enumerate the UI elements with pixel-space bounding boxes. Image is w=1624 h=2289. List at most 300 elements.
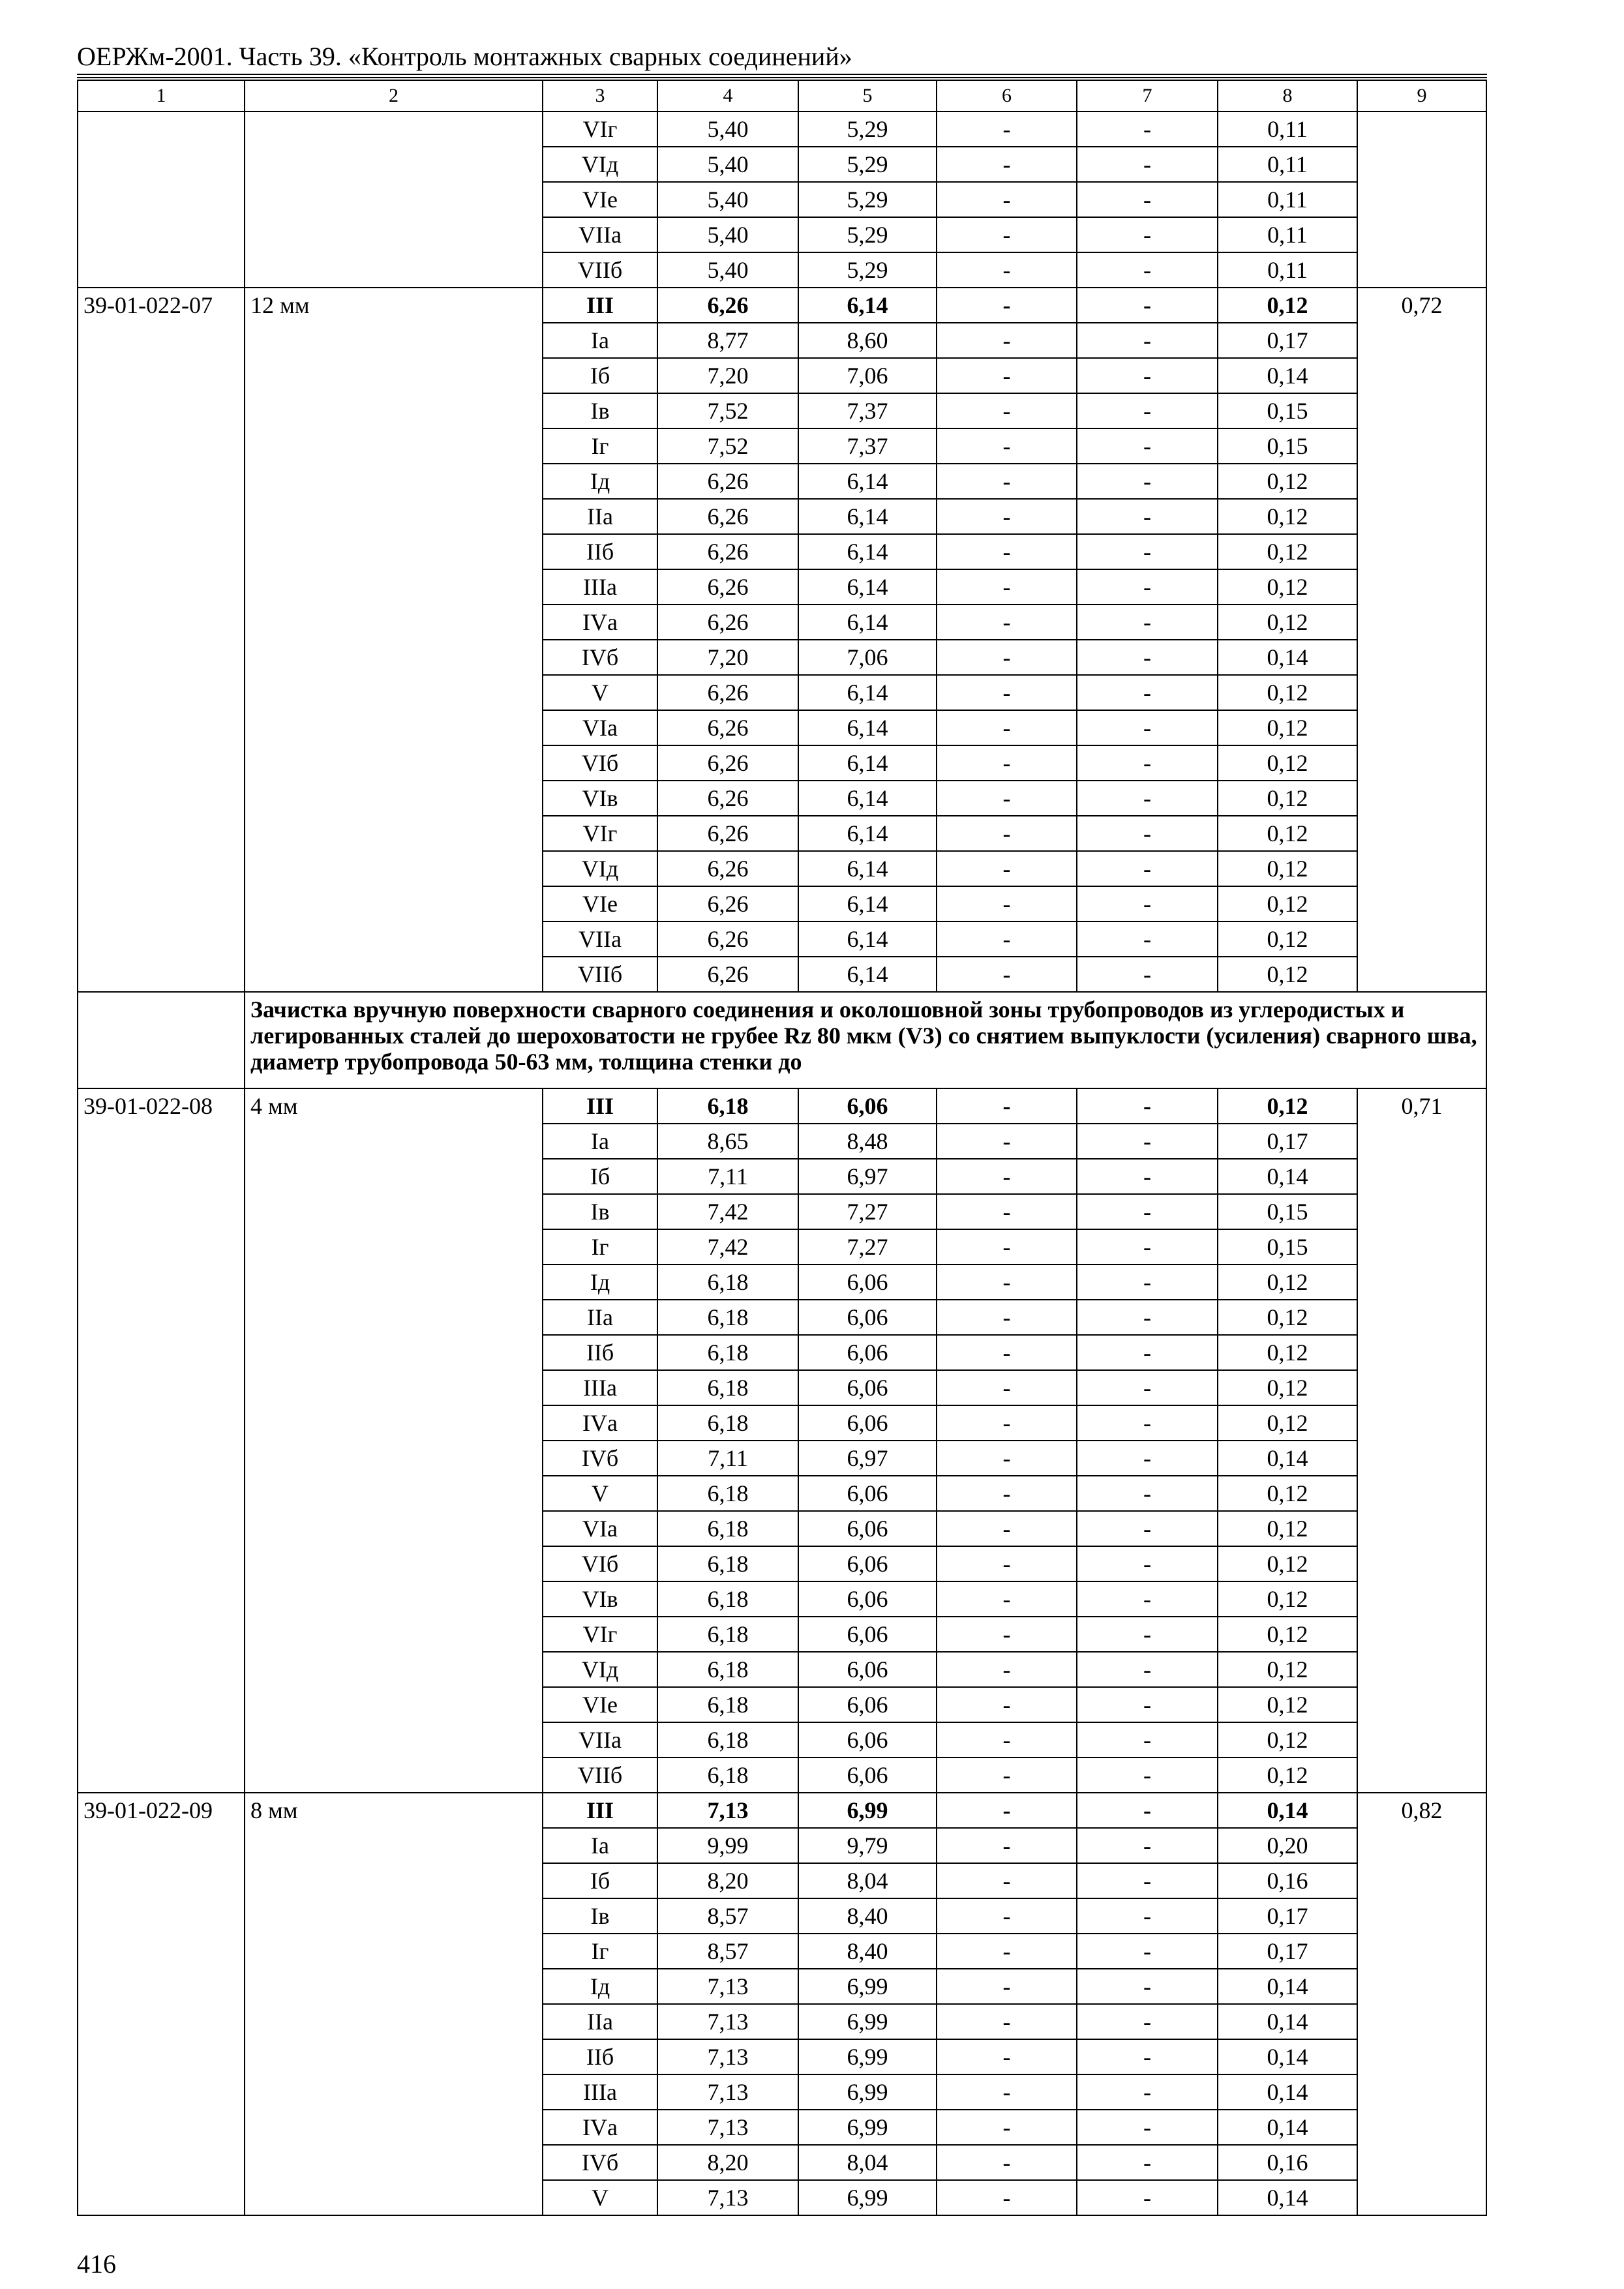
- machine-cost: -: [937, 1511, 1077, 1546]
- materials-cost: 0,14: [1218, 2110, 1357, 2145]
- total-cost: 7,13: [657, 2110, 798, 2145]
- total-cost: 6,18: [657, 1581, 798, 1617]
- header-rule: [77, 74, 1487, 75]
- machinist-wages: -: [1077, 816, 1218, 851]
- machinist-wages: -: [1077, 745, 1218, 781]
- total-cost: 6,18: [657, 1758, 798, 1793]
- machinist-wages: -: [1077, 1229, 1218, 1264]
- quality-group: VIд: [543, 851, 657, 886]
- wages: 6,14: [798, 851, 937, 886]
- wages: 6,14: [798, 886, 937, 921]
- materials-cost: 0,15: [1218, 1194, 1357, 1229]
- total-cost: 7,11: [657, 1441, 798, 1476]
- wages: 5,29: [798, 217, 937, 252]
- total-cost: 6,18: [657, 1617, 798, 1652]
- quality-group: VIIб: [543, 1758, 657, 1793]
- materials-cost: 0,15: [1218, 428, 1357, 464]
- wages: 7,37: [798, 428, 937, 464]
- wages: 6,14: [798, 605, 937, 640]
- wages: 6,14: [798, 675, 937, 710]
- norm-code: 39-01-022-09: [78, 1793, 245, 2215]
- norm-code: 39-01-022-07: [78, 288, 245, 992]
- wages: 9,79: [798, 1828, 937, 1863]
- wages: 6,06: [798, 1264, 937, 1300]
- quality-group: Iд: [543, 464, 657, 499]
- machine-cost: -: [937, 112, 1077, 147]
- wages: 6,99: [798, 1793, 937, 1828]
- machine-cost: -: [937, 2074, 1077, 2110]
- materials-cost: 0,14: [1218, 2004, 1357, 2039]
- machine-cost: -: [937, 1687, 1077, 1722]
- machine-cost: -: [937, 428, 1077, 464]
- machinist-wages: -: [1077, 1934, 1218, 1969]
- materials-cost: 0,12: [1218, 1617, 1357, 1652]
- machine-cost: -: [937, 710, 1077, 745]
- materials-cost: 0,12: [1218, 781, 1357, 816]
- wages: 6,06: [798, 1405, 937, 1441]
- machine-cost: -: [937, 569, 1077, 605]
- machine-cost: -: [937, 1405, 1077, 1441]
- total-cost: 7,42: [657, 1194, 798, 1229]
- machine-cost: -: [937, 2004, 1077, 2039]
- wages: 7,27: [798, 1229, 937, 1264]
- quality-group: IIIа: [543, 1370, 657, 1405]
- materials-cost: 0,16: [1218, 2145, 1357, 2180]
- total-cost: 7,52: [657, 428, 798, 464]
- machinist-wages: -: [1077, 147, 1218, 182]
- wages: 6,06: [798, 1652, 937, 1687]
- machine-cost: -: [937, 1476, 1077, 1511]
- machinist-wages: -: [1077, 1511, 1218, 1546]
- total-cost: 5,40: [657, 217, 798, 252]
- quality-group: VIе: [543, 182, 657, 217]
- machine-cost: -: [937, 781, 1077, 816]
- machine-cost: -: [937, 1828, 1077, 1863]
- materials-cost: 0,12: [1218, 534, 1357, 569]
- machinist-wages: -: [1077, 2074, 1218, 2110]
- materials-cost: 0,17: [1218, 1124, 1357, 1159]
- machinist-wages: -: [1077, 886, 1218, 921]
- wages: 5,29: [798, 112, 937, 147]
- machinist-wages: -: [1077, 1124, 1218, 1159]
- materials-cost: 0,15: [1218, 393, 1357, 428]
- materials-cost: 0,11: [1218, 147, 1357, 182]
- machine-cost: -: [937, 252, 1077, 288]
- quality-group: VIб: [543, 745, 657, 781]
- total-cost: 6,18: [657, 1722, 798, 1758]
- total-cost: 6,26: [657, 710, 798, 745]
- wages: 6,06: [798, 1546, 937, 1581]
- total-cost: 6,18: [657, 1405, 798, 1441]
- machinist-wages: -: [1077, 1652, 1218, 1687]
- section-heading-row: [78, 992, 1486, 1088]
- quality-group: IVб: [543, 2145, 657, 2180]
- machinist-wages: -: [1077, 1159, 1218, 1194]
- wages: 6,06: [798, 1581, 937, 1617]
- machine-cost: -: [937, 1159, 1077, 1194]
- total-cost: 6,26: [657, 534, 798, 569]
- quality-group: V: [543, 2180, 657, 2215]
- wages: 6,06: [798, 1370, 937, 1405]
- labor-hours: 0,71: [1357, 1088, 1486, 1793]
- machinist-wages: -: [1077, 2145, 1218, 2180]
- norms-table-body: [78, 80, 1486, 2215]
- table-row: [78, 1793, 1486, 1828]
- quality-group: Iд: [543, 1264, 657, 1300]
- wall-thickness: [245, 112, 543, 288]
- wages: 6,99: [798, 1969, 937, 2004]
- wages: 8,40: [798, 1934, 937, 1969]
- machinist-wages: -: [1077, 781, 1218, 816]
- wages: 8,04: [798, 2145, 937, 2180]
- wages: 7,06: [798, 358, 937, 393]
- wages: 6,06: [798, 1335, 937, 1370]
- machine-cost: -: [937, 1335, 1077, 1370]
- machinist-wages: -: [1077, 534, 1218, 569]
- machinist-wages: -: [1077, 1581, 1218, 1617]
- machine-cost: -: [937, 288, 1077, 323]
- machine-cost: -: [937, 1934, 1077, 1969]
- quality-group: IIIа: [543, 569, 657, 605]
- total-cost: 6,26: [657, 464, 798, 499]
- machinist-wages: -: [1077, 1405, 1218, 1441]
- materials-cost: 0,12: [1218, 499, 1357, 534]
- quality-group: IIа: [543, 1300, 657, 1335]
- quality-group: IVб: [543, 640, 657, 675]
- quality-group: VIа: [543, 710, 657, 745]
- machinist-wages: -: [1077, 1793, 1218, 1828]
- quality-group: VIа: [543, 1511, 657, 1546]
- quality-group: Iб: [543, 1863, 657, 1898]
- total-cost: 8,57: [657, 1934, 798, 1969]
- materials-cost: 0,12: [1218, 1264, 1357, 1300]
- machinist-wages: -: [1077, 1370, 1218, 1405]
- machine-cost: -: [937, 1088, 1077, 1124]
- page-number: 416: [77, 2249, 116, 2279]
- materials-cost: 0,15: [1218, 1229, 1357, 1264]
- wages: 6,99: [798, 2110, 937, 2145]
- wages: 6,99: [798, 2074, 937, 2110]
- total-cost: 6,18: [657, 1652, 798, 1687]
- materials-cost: 0,12: [1218, 1335, 1357, 1370]
- quality-group: IIIа: [543, 2074, 657, 2110]
- norm-code: 39-01-022-08: [78, 1088, 245, 1793]
- quality-group: IIб: [543, 1335, 657, 1370]
- materials-cost: 0,12: [1218, 569, 1357, 605]
- wages: 8,60: [798, 323, 937, 358]
- machine-cost: -: [937, 1969, 1077, 2004]
- machinist-wages: -: [1077, 1300, 1218, 1335]
- materials-cost: 0,14: [1218, 1969, 1357, 2004]
- wages: 6,99: [798, 2180, 937, 2215]
- quality-group: V: [543, 675, 657, 710]
- materials-cost: 0,12: [1218, 1370, 1357, 1405]
- quality-group: VIд: [543, 147, 657, 182]
- machine-cost: -: [937, 745, 1077, 781]
- quality-group: VIг: [543, 1617, 657, 1652]
- total-cost: 8,57: [657, 1898, 798, 1934]
- column-number: 2: [245, 80, 543, 112]
- materials-cost: 0,12: [1218, 1088, 1357, 1124]
- machinist-wages: -: [1077, 1687, 1218, 1722]
- materials-cost: 0,12: [1218, 1581, 1357, 1617]
- machinist-wages: -: [1077, 2004, 1218, 2039]
- total-cost: 6,26: [657, 781, 798, 816]
- column-number: 5: [798, 80, 937, 112]
- total-cost: 8,77: [657, 323, 798, 358]
- materials-cost: 0,12: [1218, 1300, 1357, 1335]
- wages: 6,06: [798, 1088, 937, 1124]
- wages: 6,97: [798, 1441, 937, 1476]
- wages: 6,14: [798, 781, 937, 816]
- total-cost: 6,26: [657, 288, 798, 323]
- machinist-wages: -: [1077, 112, 1218, 147]
- machinist-wages: -: [1077, 217, 1218, 252]
- quality-group: VIIа: [543, 921, 657, 957]
- quality-group: III: [543, 1793, 657, 1828]
- quality-group: Iб: [543, 1159, 657, 1194]
- column-number: 6: [937, 80, 1077, 112]
- machinist-wages: -: [1077, 393, 1218, 428]
- norms-table: [77, 80, 1487, 2216]
- machine-cost: -: [937, 182, 1077, 217]
- materials-cost: 0,14: [1218, 2039, 1357, 2074]
- materials-cost: 0,11: [1218, 252, 1357, 288]
- wages: 6,99: [798, 2004, 937, 2039]
- materials-cost: 0,12: [1218, 1722, 1357, 1758]
- total-cost: 6,26: [657, 816, 798, 851]
- machine-cost: -: [937, 2039, 1077, 2074]
- total-cost: 6,18: [657, 1546, 798, 1581]
- machinist-wages: -: [1077, 921, 1218, 957]
- wages: 6,14: [798, 288, 937, 323]
- total-cost: 8,20: [657, 1863, 798, 1898]
- labor-hours: [1357, 112, 1486, 288]
- total-cost: 7,13: [657, 2004, 798, 2039]
- quality-group: IVа: [543, 2110, 657, 2145]
- wall-thickness: 4 мм: [245, 1088, 543, 1793]
- quality-group: Iд: [543, 1969, 657, 2004]
- quality-group: IIа: [543, 2004, 657, 2039]
- wages: 6,06: [798, 1617, 937, 1652]
- machine-cost: -: [937, 1863, 1077, 1898]
- materials-cost: 0,14: [1218, 1159, 1357, 1194]
- materials-cost: 0,12: [1218, 605, 1357, 640]
- quality-group: VIв: [543, 1581, 657, 1617]
- quality-group: III: [543, 1088, 657, 1124]
- machine-cost: -: [937, 1758, 1077, 1793]
- total-cost: 6,26: [657, 957, 798, 992]
- machine-cost: -: [937, 1229, 1077, 1264]
- quality-group: Iг: [543, 1934, 657, 1969]
- machinist-wages: -: [1077, 1264, 1218, 1300]
- machinist-wages: -: [1077, 1441, 1218, 1476]
- quality-group: VIе: [543, 886, 657, 921]
- materials-cost: 0,12: [1218, 1546, 1357, 1581]
- machine-cost: -: [937, 851, 1077, 886]
- total-cost: 7,13: [657, 2180, 798, 2215]
- total-cost: 6,18: [657, 1687, 798, 1722]
- total-cost: 6,18: [657, 1511, 798, 1546]
- machine-cost: -: [937, 499, 1077, 534]
- machinist-wages: -: [1077, 2039, 1218, 2074]
- quality-group: VIв: [543, 781, 657, 816]
- quality-group: Iа: [543, 1124, 657, 1159]
- table-row: [78, 1088, 1486, 1124]
- machinist-wages: -: [1077, 605, 1218, 640]
- wages: 6,14: [798, 957, 937, 992]
- wages: 6,14: [798, 464, 937, 499]
- table-row: [78, 112, 1486, 147]
- machine-cost: -: [937, 147, 1077, 182]
- total-cost: 7,42: [657, 1229, 798, 1264]
- machinist-wages: -: [1077, 851, 1218, 886]
- quality-group: VIб: [543, 1546, 657, 1581]
- materials-cost: 0,12: [1218, 886, 1357, 921]
- machinist-wages: -: [1077, 464, 1218, 499]
- machine-cost: -: [937, 2145, 1077, 2180]
- total-cost: 7,11: [657, 1159, 798, 1194]
- machine-cost: -: [937, 1793, 1077, 1828]
- total-cost: 6,26: [657, 745, 798, 781]
- machine-cost: -: [937, 1617, 1077, 1652]
- total-cost: 7,13: [657, 2074, 798, 2110]
- machine-cost: -: [937, 675, 1077, 710]
- machinist-wages: -: [1077, 1863, 1218, 1898]
- total-cost: 7,52: [657, 393, 798, 428]
- machinist-wages: -: [1077, 1758, 1218, 1793]
- machine-cost: -: [937, 957, 1077, 992]
- total-cost: 5,40: [657, 112, 798, 147]
- materials-cost: 0,12: [1218, 464, 1357, 499]
- materials-cost: 0,12: [1218, 1511, 1357, 1546]
- column-number-row: [78, 80, 1486, 112]
- column-number: 4: [657, 80, 798, 112]
- machine-cost: -: [937, 816, 1077, 851]
- quality-group: V: [543, 1476, 657, 1511]
- machinist-wages: -: [1077, 1476, 1218, 1511]
- machinist-wages: -: [1077, 1546, 1218, 1581]
- wages: 8,04: [798, 1863, 937, 1898]
- machinist-wages: -: [1077, 288, 1218, 323]
- wages: 8,48: [798, 1124, 937, 1159]
- wages: 6,14: [798, 745, 937, 781]
- materials-cost: 0,11: [1218, 217, 1357, 252]
- section-code-cell: [78, 992, 245, 1088]
- quality-group: Iа: [543, 323, 657, 358]
- machine-cost: -: [937, 886, 1077, 921]
- machinist-wages: -: [1077, 675, 1218, 710]
- quality-group: IIб: [543, 2039, 657, 2074]
- materials-cost: 0,14: [1218, 358, 1357, 393]
- wages: 6,97: [798, 1159, 937, 1194]
- quality-group: Iв: [543, 1898, 657, 1934]
- wages: 8,40: [798, 1898, 937, 1934]
- labor-hours: 0,82: [1357, 1793, 1486, 2215]
- header-rule: [77, 77, 1487, 78]
- machine-cost: -: [937, 1441, 1077, 1476]
- materials-cost: 0,12: [1218, 745, 1357, 781]
- quality-group: VIг: [543, 112, 657, 147]
- wages: 7,27: [798, 1194, 937, 1229]
- materials-cost: 0,12: [1218, 710, 1357, 745]
- materials-cost: 0,17: [1218, 1898, 1357, 1934]
- machine-cost: -: [937, 464, 1077, 499]
- materials-cost: 0,14: [1218, 640, 1357, 675]
- total-cost: 7,20: [657, 640, 798, 675]
- machine-cost: -: [937, 1194, 1077, 1229]
- materials-cost: 0,14: [1218, 1793, 1357, 1828]
- materials-cost: 0,12: [1218, 1405, 1357, 1441]
- total-cost: 6,18: [657, 1335, 798, 1370]
- machinist-wages: -: [1077, 1088, 1218, 1124]
- quality-group: IVа: [543, 1405, 657, 1441]
- materials-cost: 0,17: [1218, 1934, 1357, 1969]
- total-cost: 6,18: [657, 1300, 798, 1335]
- total-cost: 6,26: [657, 675, 798, 710]
- materials-cost: 0,14: [1218, 2180, 1357, 2215]
- wages: 6,14: [798, 710, 937, 745]
- machine-cost: -: [937, 1370, 1077, 1405]
- column-number: 8: [1218, 80, 1357, 112]
- wages: 6,14: [798, 816, 937, 851]
- machine-cost: -: [937, 1652, 1077, 1687]
- materials-cost: 0,12: [1218, 816, 1357, 851]
- total-cost: 6,26: [657, 499, 798, 534]
- wages: 6,06: [798, 1476, 937, 1511]
- wages: 5,29: [798, 252, 937, 288]
- machinist-wages: -: [1077, 499, 1218, 534]
- materials-cost: 0,12: [1218, 851, 1357, 886]
- wages: 7,37: [798, 393, 937, 428]
- norm-code: [78, 112, 245, 288]
- quality-group: VIIа: [543, 1722, 657, 1758]
- machinist-wages: -: [1077, 323, 1218, 358]
- total-cost: 6,18: [657, 1370, 798, 1405]
- section-description: Зачистка вручную поверхности сварного соединения и околошовной зоны трубопроводов из углеродистых и легированных сталей до шероховатости не грубее Rz 80 мкм (V3) со снятием выпуклости (усиления) сварного шва, диаметр трубопровода 50-63 мм, толщина стенки до: [245, 992, 1486, 1088]
- wall-thickness: 12 мм: [245, 288, 543, 992]
- materials-cost: 0,12: [1218, 1687, 1357, 1722]
- machine-cost: -: [937, 534, 1077, 569]
- total-cost: 9,99: [657, 1828, 798, 1863]
- quality-group: IVа: [543, 605, 657, 640]
- machinist-wages: -: [1077, 1828, 1218, 1863]
- column-number: 1: [78, 80, 245, 112]
- machinist-wages: -: [1077, 957, 1218, 992]
- machinist-wages: -: [1077, 1969, 1218, 2004]
- wages: 6,14: [798, 499, 937, 534]
- materials-cost: 0,17: [1218, 323, 1357, 358]
- total-cost: 6,26: [657, 886, 798, 921]
- wages: 6,14: [798, 921, 937, 957]
- wages: 5,29: [798, 147, 937, 182]
- total-cost: 5,40: [657, 182, 798, 217]
- machine-cost: -: [937, 605, 1077, 640]
- wages: 6,99: [798, 2039, 937, 2074]
- machinist-wages: -: [1077, 252, 1218, 288]
- machine-cost: -: [937, 1124, 1077, 1159]
- machinist-wages: -: [1077, 569, 1218, 605]
- total-cost: 5,40: [657, 252, 798, 288]
- wages: 5,29: [798, 182, 937, 217]
- wages: 6,06: [798, 1722, 937, 1758]
- quality-group: III: [543, 288, 657, 323]
- machinist-wages: -: [1077, 182, 1218, 217]
- column-number: 7: [1077, 80, 1218, 112]
- materials-cost: 0,11: [1218, 112, 1357, 147]
- total-cost: 8,20: [657, 2145, 798, 2180]
- quality-group: IIа: [543, 499, 657, 534]
